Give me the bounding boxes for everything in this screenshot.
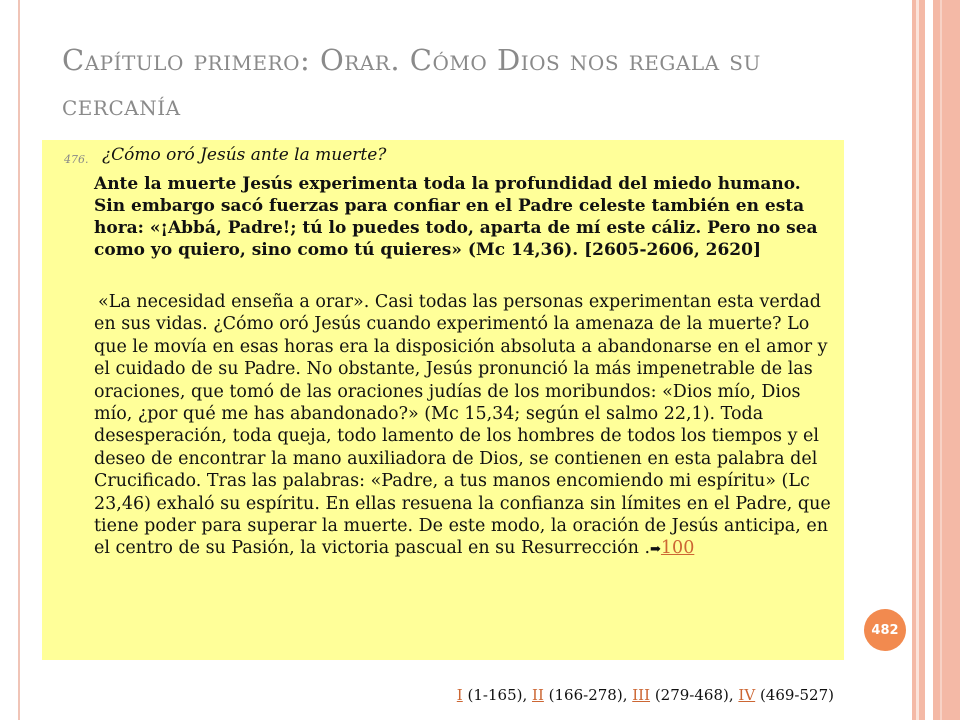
separator: , (522, 686, 533, 704)
stripe (916, 0, 919, 720)
slide-title: Capítulo primero: Orar. Cómo Dios nos regala su cercanía (62, 43, 761, 122)
right-decorative-stripes (912, 0, 960, 720)
stripe (940, 0, 942, 720)
separator: , (622, 686, 633, 704)
section-link-i[interactable]: I (456, 686, 463, 704)
section-range: (469-527) (759, 686, 834, 704)
section-link-iii[interactable]: III (632, 686, 651, 704)
answer-text: Ante la muerte Jesús experimenta toda la profundidad del miedo humano. Sin embargo sacó fuerzas para confiar en el Padre celeste también en esta hora: «¡Abbá, Padre!; tú lo puedes todo, aparta de mí este cáliz. Pero no sea como yo quiero, sino como tú quieres» (Mc 14,36). [2605-2606, 2620] (94, 174, 818, 260)
section-link-ii[interactable]: II (532, 686, 544, 704)
question-text: ¿Cómo oró Jesús ante la muerte? (102, 145, 387, 165)
page-number-badge: 482 (864, 609, 906, 651)
stripe (925, 0, 933, 720)
section-range: (166-278) (548, 686, 623, 704)
explanation-body: «La necesidad enseña a orar». Casi todas las personas experimentan esta verdad en sus vidas. ¿Cómo oró Jesús cuando experimentó la amenaza de la muerte? Lo que le movía en esas horas era la disposición absoluta a abandonarse en el amor y el cuidado de su Padre. No obstante, Jesús pronunció la más impenetrable de las oraciones, que tomó de las oraciones judías de los moribundos: «Dios mío, Dios mío, ¿por qué me has abandonado?» (Mc 15,34; según el salmo 22,1). Toda desesperación, toda queja, todo lamento de los hombres de todos los tiempos y el deseo de encontrar la mano auxiliadora de Dios, se contienen en esta palabra del Crucificado. Tras las palabras: «Padre, a tus manos encomiendo mi espíritu» (Lc 23,46) exhaló su espíritu. En ellas resuena la confianza sin límites en el Padre, que tiene poder para superar la muerte. De este modo, la oración de Jesús anticipa, en el centro de su Pasión, la victoria pascual en su Resurrección . (94, 292, 831, 559)
section-link-iv[interactable]: IV (738, 686, 756, 704)
section-index-footer (457, 686, 834, 704)
question-number: 476. (64, 153, 89, 166)
section-range: (279-468) (654, 686, 729, 704)
arrow-icon: ➡ (650, 542, 661, 558)
left-decorative-rule (18, 0, 20, 720)
explanation-text (94, 291, 839, 562)
separator: , (728, 686, 739, 704)
section-range: (1-165) (467, 686, 523, 704)
cross-reference-link[interactable]: 100 (660, 538, 695, 559)
